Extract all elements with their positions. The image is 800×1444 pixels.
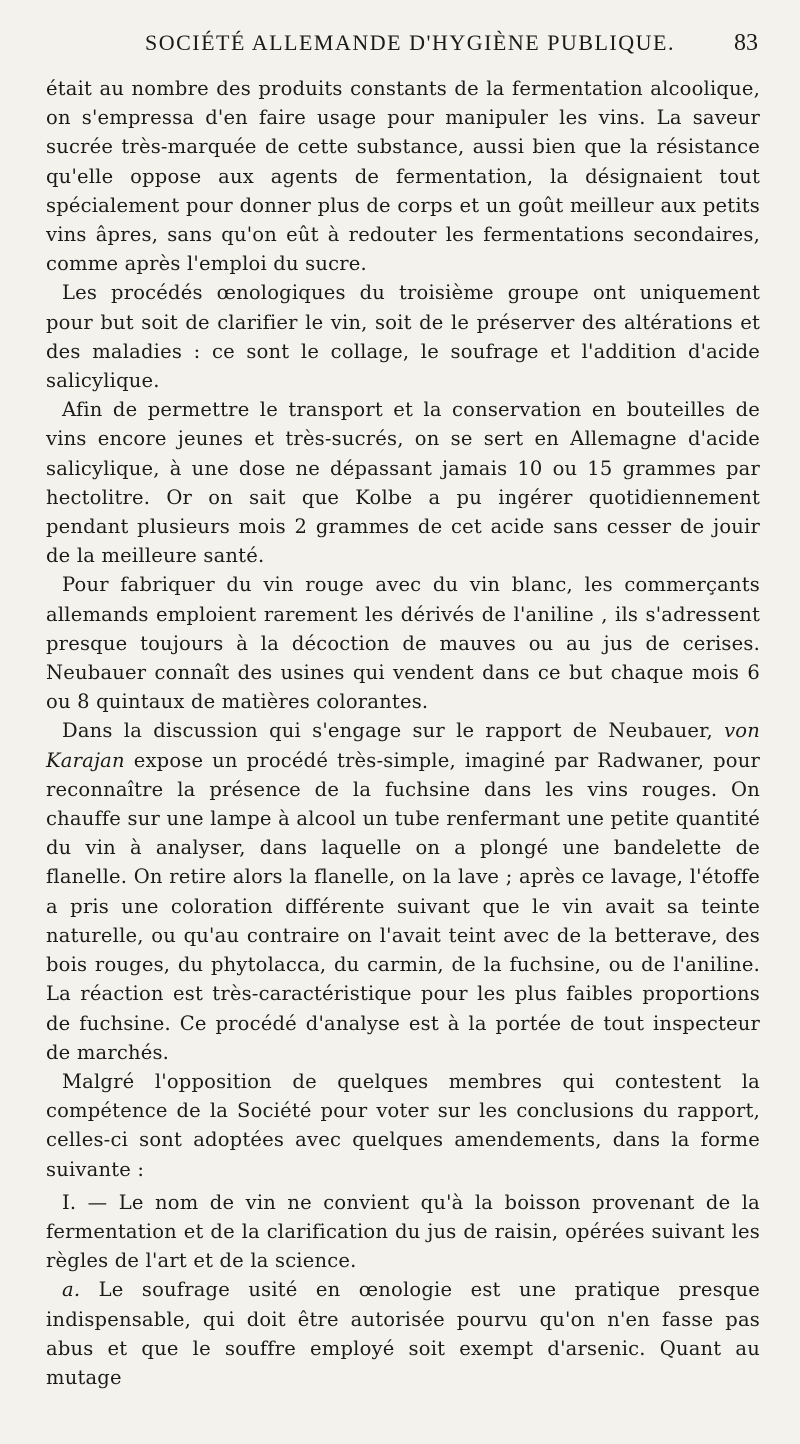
running-head: SOCIÉTÉ ALLEMANDE D'HYGIÈNE PUBLIQUE. bbox=[145, 30, 675, 55]
paragraph-text: Les procédés œnologiques du troisième groupe ont uniquement pour but soit de clarifier le vin, soit de le préserver des altérations et des maladies : ce sont le collage, le soufrage et l'addition d'acide salicylique. bbox=[46, 281, 760, 393]
page-number: 83 bbox=[734, 30, 758, 56]
paragraph-2 bbox=[46, 278, 760, 395]
paragraph-text: Malgré l'opposition de quelques membres qui contestent la compétence de la Société pour voter sur les conclusions du rapport, celles-ci sont adoptées avec quelques amendements, dans la forme suivante : bbox=[46, 1069, 760, 1181]
paragraph-text: Pour fabriquer du vin rouge avec du vin blanc, les commerçants allemands emploient rarement les dérivés de l'aniline , ils s'adressent presque toujours à la décoction de mauves ou au jus de cerises. Neubauer connaît des usines qui vendent dans ce but chaque mois 6 ou 8 quintaux de matières colorantes. bbox=[46, 573, 760, 714]
page-header bbox=[46, 30, 760, 66]
paragraph-text: Le soufrage usité en œnologie est une pratique presque indispensable, qui doit être autorisée pourvu qu'on n'en fasse pas abus et que le souffre employé soit exempt d'arsenic. Quant au mutage bbox=[46, 1278, 760, 1389]
item-marker: a. bbox=[62, 1278, 81, 1302]
paragraph-7 bbox=[46, 1188, 760, 1276]
paragraph-3 bbox=[46, 395, 760, 570]
paragraph-5 bbox=[46, 716, 760, 1066]
paragraph-text: I. — Le nom de vin ne convient qu'à la boisson provenant de la fermentation et de la clarification du jus de raisin, opérées suivant les règles de l'art et de la science. bbox=[46, 1190, 760, 1273]
body-text bbox=[46, 74, 760, 1392]
paragraph-text-before: Dans la discussion qui s'engage sur le rapport de Neubauer, bbox=[62, 719, 725, 743]
paragraph-8 bbox=[46, 1275, 760, 1392]
paragraph-text-after: expose un procédé très-simple, imaginé par Radwaner, pour reconnaître la présence de la fuchsine dans les vins rouges. On chauffe sur une lampe à alcool un tube renfermant une petite quantité du vin à analyser, dans laquelle on a plongé une bandelette de flanelle. On retire alors la flanelle, on la lave ; après ce lavage, l'étoffe a pris une coloration différente suivant que le vin avait sa teinte naturelle, ou qu'au contraire on l'avait teint avec de la betterave, des bois rouges, du phytolacca, du carmin, de la fuchsine, ou de l'aniline. La réaction est très-caractéristique pour les plus faibles proportions de fuchsine. Ce procédé d'analyse est à la portée de tout inspecteur de marchés. bbox=[46, 748, 760, 1064]
paragraph-text: Afin de permettre le transport et la conservation en bouteilles de vins encore jeunes et très-sucrés, on se sert en Allemagne d'acide salicylique, à une dose ne dépassant jamais 10 ou 15 grammes par hectolitre. Or on sait que Kolbe a pu ingérer quotidiennement pendant plusieurs mois 2 grammes de cet acide sans cesser de jouir de la meilleure santé. bbox=[46, 398, 760, 568]
person-name-italic: von Karajan bbox=[46, 719, 760, 772]
paragraph-6 bbox=[46, 1067, 760, 1184]
paragraph-text: était au nombre des produits constants de la fermentation alcoolique, on s'empressa d'en faire usage pour manipuler les vins. La saveur sucrée très-marquée de cette substance, aussi bien que la résistance qu'elle oppose aux agents de fermentation, la désignaient tout spécialement pour donner plus de corps et un goût meilleur aux petits vins âpres, sans qu'on eût à redouter les fermentations secondaires, comme après l'emploi du sucre. bbox=[46, 77, 760, 276]
paragraph-1 bbox=[46, 74, 760, 278]
paragraph-4 bbox=[46, 570, 760, 716]
